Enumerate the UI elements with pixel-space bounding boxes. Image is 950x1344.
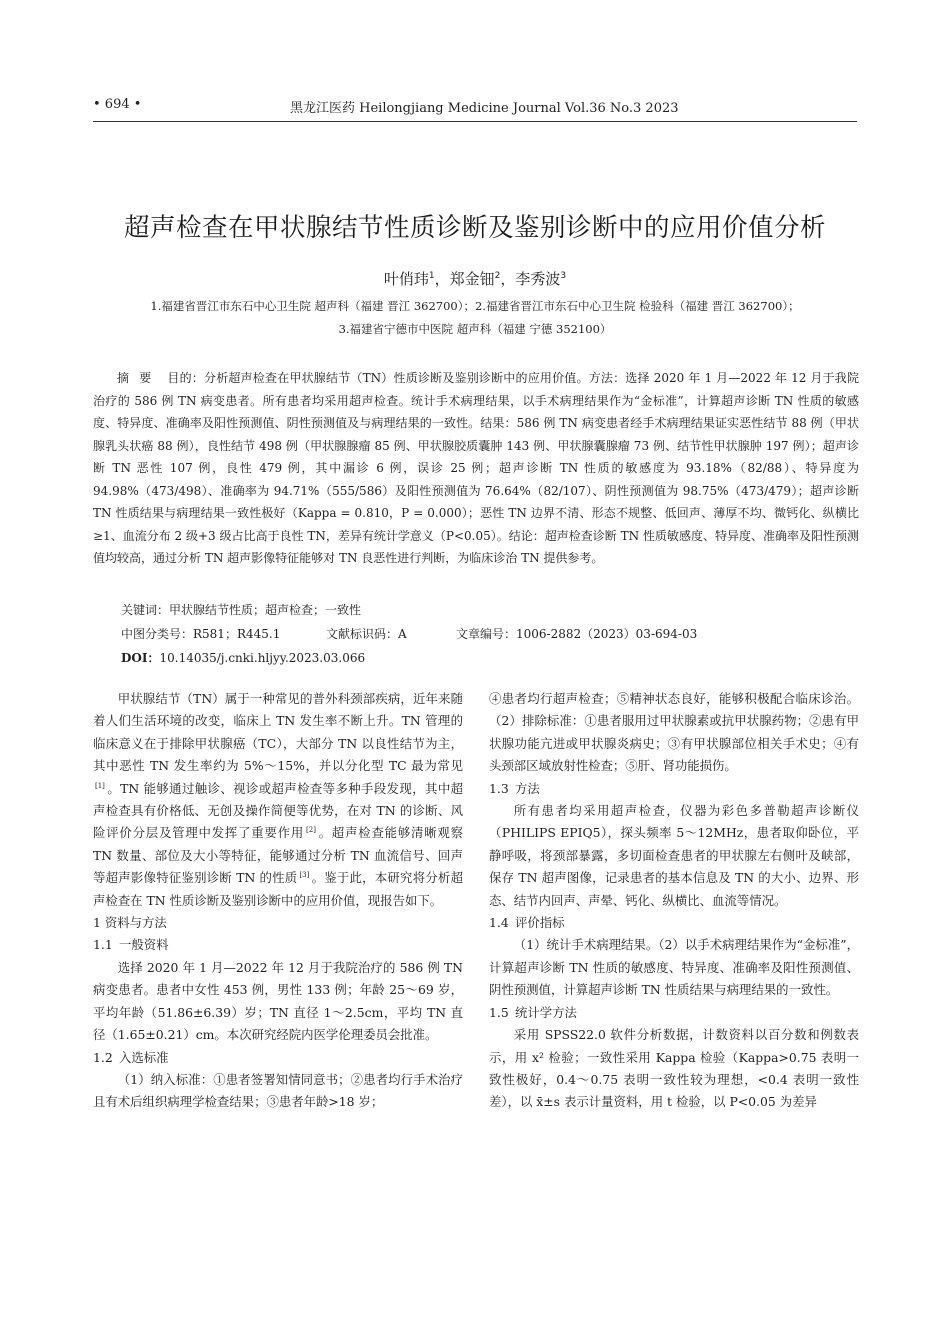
subsection-title: 统计学方法 bbox=[515, 1004, 577, 1020]
affiliation-line-1: 1.福建省晋江市东石中心卫生院 超声科（福建 晋江 362700）；2.福建省晋江市东石中心卫生院 检验科（福建 晋江 362700）； bbox=[150, 299, 800, 313]
subsection-title: 评价指标 bbox=[515, 915, 565, 931]
article-number: 文章编号：1006-2882（2023）03-694-03 bbox=[456, 627, 698, 641]
citation-ref: [2] bbox=[306, 826, 316, 835]
header-rule bbox=[93, 121, 857, 122]
body-right-column bbox=[489, 688, 859, 1114]
affiliation-line-2: 3.福建省宁德市中医院 超声科（福建 宁德 352100） bbox=[338, 322, 612, 336]
section-heading: 1 资料与方法 bbox=[93, 915, 167, 931]
subsection-heading bbox=[93, 1047, 463, 1069]
citation-ref: [3] bbox=[299, 871, 310, 880]
abstract bbox=[93, 367, 859, 570]
abstract-text: 目的：分析超声检查在甲状腺结节（TN）性质诊断及鉴别诊断中的应用价值。方法：选择 2020 年 1 月—2022 年 12 月于我院治疗的 586 例 TN 病变患者。所有患者均采用超声检查。统计手术病理结果，以手术病理结果作为“金标准”，计算超声诊断 TN 性质的敏感度、特异度、准确率及阳性预测值、阴性预测值及与病理结果的一致性。结果：586 例 TN 病变患者经手术病理结果证实恶性结节 88 例（甲状腺乳头状癌 88 例），良性结节 498 例（甲状腺腺瘤 85 例、甲状腺胶质囊肿 143 例、甲状腺囊腺瘤 73 例、结节性甲状腺肿 197 例）；超声诊断 TN 恶性 107 例，良性 479 例，其中漏诊 6 例，误诊 25 例；超声诊断 TN 性质的敏感度为 93.18%（82/88）、特异度为 94.98%（473/498）、准确率为 94.71%（555/586）及阳性预测值为 76.64%（82/107）、阴性预测值为 98.75%（473/479）；超声诊断 TN 性质结果与病理结果一致性极好（Kappa = 0.810，P = 0.000）；恶性 TN 边界不清、形态不规整、低回声、薄厚不均、微钙化、纵横比≥1、血流分布 2 级+3 级占比高于良性 TN，差异有统计学意义（P<0.05）。结论：超声检查诊断 TN 性质敏感度、特异度、准确率及阳性预测值均较高，通过分析 TN 超声影像特征能够对 TN 良恶性进行判断，为临床诊治 TN 提供参考。 bbox=[93, 371, 859, 565]
intro-text: 甲状腺结节（TN）属于一种常见的普外科颈部疾病，近年来随着人们生活环境的改变，临床上 TN 发生率不断上升。TN 管理的临床意义在于排除甲状腺癌（TC），大部分 TN 以良性结节为主，其中恶性 TN 发生率约为 5%～15%，并以分化型 TC 最为常见 bbox=[93, 691, 463, 774]
intro-text: 。鉴于此，本研究将分析超声检查在 TN 性质诊断及鉴别诊断中的应用价值，现报告如下。 bbox=[93, 870, 464, 908]
author-affil-mark: 1 bbox=[428, 271, 435, 281]
author-name: 李秀波 bbox=[515, 270, 561, 288]
statistics-paragraph: 采用 SPSS22.0 软件分析数据，计数资料以百分数和例数表示，用 x² 检验；一致性采用 Kappa 检验（Kappa>0.75 表明一致性极好，0.4～0.75 表明一致性较为理想，<0.4 表明一致性差），以 x̄±s 表示计量资料，用 t 检验，以 P<0.05 为差异 bbox=[489, 1027, 859, 1110]
subsection-number: 1.5 bbox=[489, 1004, 509, 1020]
classification-line bbox=[121, 625, 697, 642]
page-number: • 694 • bbox=[93, 97, 142, 112]
doi-value: 10.14035/j.cnki.hljyy.2023.03.066 bbox=[159, 651, 366, 665]
intro-text: 。超声检查能够清晰观察 TN 数量、部位及大小等特征，能够通过分析 TN 血流信号、回声等超声影像特征鉴别诊断 TN 的性质 bbox=[93, 825, 464, 886]
keywords: 关键词：甲状腺结节性质；超声检查；一致性 bbox=[121, 603, 362, 617]
doi-line bbox=[121, 649, 365, 666]
author-name: 叶俏玮 bbox=[383, 270, 429, 288]
evaluation-paragraph: （1）统计手术病理结果。（2）以手术病理结果作为“金标准”，计算超声诊断 TN 性质的敏感度、特异度、准确率及阳性预测值、阴性预测值，计算超声诊断 TN 性质结果与病理结果的一致性。 bbox=[489, 937, 859, 998]
article-title: 超声检查在甲状腺结节性质诊断及鉴别诊断中的应用价值分析 bbox=[123, 213, 826, 243]
author-list: 叶俏玮$^1$，郑金钿$^2$，李秀波$^3$ bbox=[383, 270, 567, 288]
subsection-heading bbox=[489, 1002, 859, 1024]
subsection-title: 入选标准 bbox=[119, 1049, 169, 1065]
subsection-number: 1.3 bbox=[489, 780, 509, 796]
author-affil-mark: 3 bbox=[560, 271, 567, 281]
criteria-continued: ④患者均行超声检查；⑤精神状态良好，能够积极配合临床诊治。（2）排除标准：①患者服用过甲状腺素或抗甲状腺药物；②患有甲状腺功能亢进或甲状腺炎病史；③有甲状腺部位相关手术史；④有头颈部区域放射性检查；⑤肝、肾功能损伤。 bbox=[489, 691, 859, 774]
clc-number: 中图分类号：R581；R445.1 bbox=[121, 627, 281, 641]
intro-paragraph bbox=[93, 688, 463, 912]
citation-ref: [1] bbox=[95, 781, 105, 790]
running-header bbox=[93, 95, 857, 117]
subsection-heading bbox=[489, 778, 859, 800]
journal-name: 黑龙江医药 Heilongjiang Medicine Journal Vol.36 No.3 2023 bbox=[290, 101, 679, 116]
subsection-heading bbox=[489, 912, 859, 934]
document-code: 文献标识码：A bbox=[326, 627, 407, 641]
intro-text: 。TN 能够通过触诊、视诊或超声检查等多种手段发现，其中超声检查具有价格低、无创及操作简便等优势，在对 TN 的诊断、风险评价分层及管理中发挥了重要作用 bbox=[93, 780, 463, 841]
subsection-title: 方法 bbox=[515, 780, 540, 796]
general-data-paragraph: 选择 2020 年 1 月—2022 年 12 月于我院治疗的 586 例 TN 病变患者。患者中女性 453 例，男性 133 例；年龄 25～69 岁，平均年龄（51.86±6.39）岁；TN 直径 1～2.5cm，平均 TN 直径（1.65±0.21）cm。本次研究经院内医学伦理委员会批准。 bbox=[93, 959, 463, 1043]
author-name: 郑金钿 bbox=[449, 270, 495, 288]
methods-paragraph: 所有患者均采用超声检查，仪器为彩色多普勒超声诊断仪（PHILIPS EPIQ5），探头频率 5～12MHz，患者取仰卧位，平静呼吸，将颈部暴露，多切面检查患者的甲状腺左右侧叶及峡部，保存 TN 超声图像，记录患者的基本信息及 TN 的大小、边界、形态、结节内回声、声晕、钙化、纵横比、血流等情况。 bbox=[489, 803, 859, 908]
subsection-title: 一般资料 bbox=[119, 937, 169, 953]
abstract-label: 摘要 bbox=[117, 371, 162, 385]
criteria-paragraph: （1）纳入标准：①患者签署知情同意书；②患者均行手术治疗且有术后组织病理学检查结果；③患者年龄>18 岁； bbox=[93, 1071, 463, 1110]
subsection-number: 1.4 bbox=[489, 915, 509, 931]
subsection-heading bbox=[93, 934, 463, 956]
author-affil-mark: 2 bbox=[494, 271, 501, 281]
subsection-number: 1.2 bbox=[93, 1049, 113, 1065]
subsection-number: 1.1 bbox=[93, 937, 113, 953]
doi-label: DOI： bbox=[121, 651, 160, 665]
body-left-column bbox=[93, 688, 463, 1114]
